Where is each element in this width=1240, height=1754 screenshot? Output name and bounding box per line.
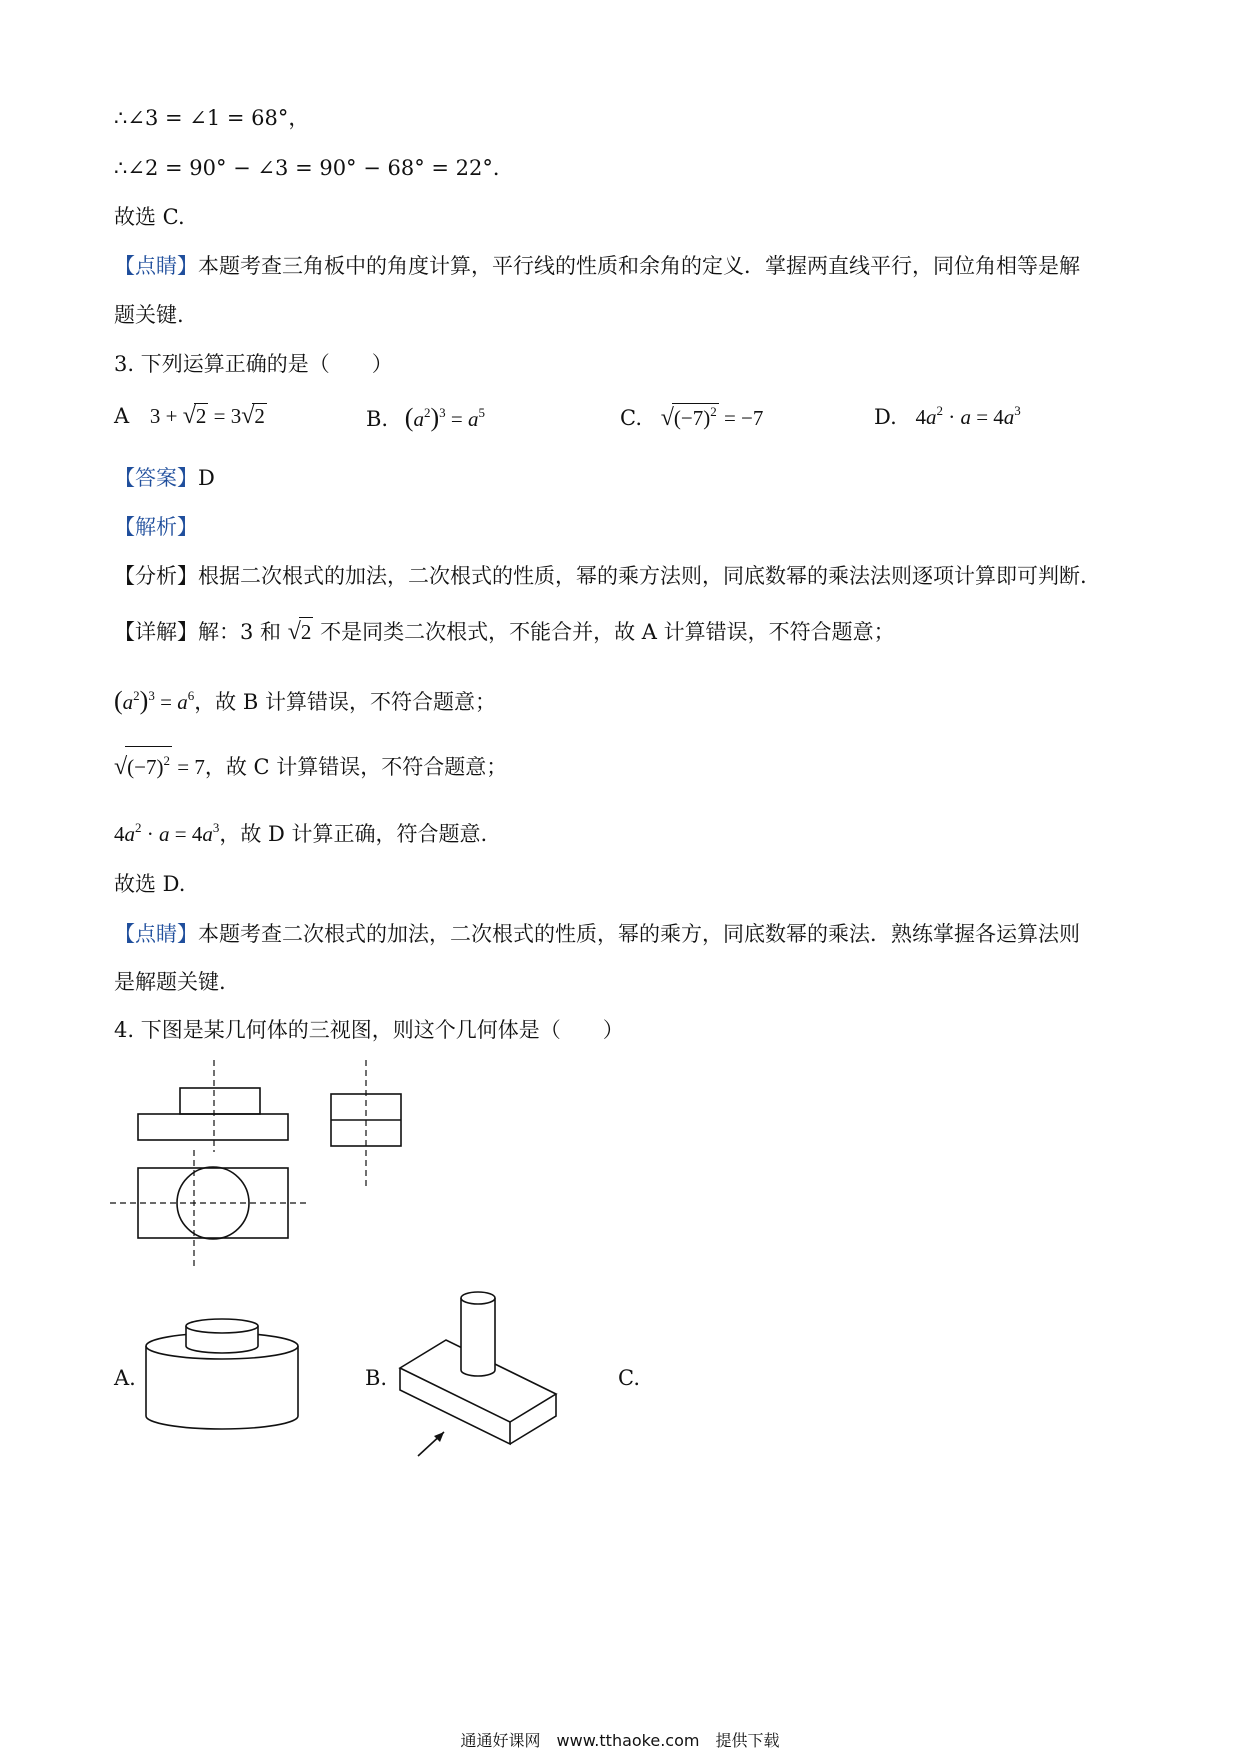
fenxi-line xyxy=(114,562,1087,590)
front-view-diagram xyxy=(130,1060,310,1150)
c-line xyxy=(114,746,507,781)
xiangjie-text-a: 解：3 和 xyxy=(198,620,282,644)
fenxi-tag: 【分析】 xyxy=(114,564,198,588)
page-footer: 通通好课网 www.tthaoke.com 提供下载 xyxy=(460,1731,780,1750)
line-choose-c: 故选 C. xyxy=(114,205,185,229)
q3-option-a-label: A xyxy=(114,404,130,428)
q3-option-d-expr: $4a^2 \cdot a = 4a^3$ xyxy=(915,403,1021,429)
line-angle3: ∴∠3 = ∠1 = 68°， xyxy=(114,106,310,130)
xiangjie-sqrt2: √2 xyxy=(287,619,312,645)
q3-option-b xyxy=(366,403,485,433)
choose-d-line: 故选 D. xyxy=(114,872,186,896)
side-view-diagram xyxy=(325,1060,405,1190)
answer-tag: 【答案】 xyxy=(114,466,198,490)
answer-line xyxy=(114,464,215,492)
q4-option-a-figure xyxy=(140,1320,310,1440)
q4-option-b-label: B. xyxy=(365,1366,388,1390)
line-angle2: ∴∠2 = 90° − ∠3 = 90° − 68° = 22°． xyxy=(114,156,514,180)
b-expr: $(a^2)^3 = a^6$ xyxy=(114,686,195,715)
c-expr: $√(-7)^2 = 7$ xyxy=(114,755,205,779)
dianjing2-text: 本题考查二次根式的加法，二次根式的性质，幂的乘方，同底数幂的乘法．熟练掌握各运算法则 xyxy=(198,922,1080,946)
b-line xyxy=(114,682,496,716)
dianjing2-line xyxy=(114,920,1080,948)
q3-option-d-label: D. xyxy=(874,405,897,429)
question-4: 4. 下图是某几何体的三视图，则这个几何体是（ ） xyxy=(114,1018,624,1042)
answer-value: D xyxy=(198,466,215,490)
q3-option-c xyxy=(620,403,763,432)
analysis-tag: 【解析】 xyxy=(114,515,198,539)
q3-option-d xyxy=(874,403,1021,430)
top-view-diagram xyxy=(110,1150,315,1270)
question-3: 3. 下列运算正确的是（ ） xyxy=(114,352,393,376)
q3-option-c-label: C. xyxy=(620,406,642,430)
xiangjie-tag: 【详解】 xyxy=(114,620,198,644)
q3-option-b-label: B. xyxy=(366,407,389,431)
q3-option-a-expr: 3 + √2 = 3√2 xyxy=(149,403,265,429)
q3-options xyxy=(114,403,1114,439)
fenxi-text: 根据二次根式的加法，二次根式的性质，幂的乘方法则，同底数幂的乘法法则逐项计算即可判断. xyxy=(198,564,1087,588)
dianjing-text: 本题考查三角板中的角度计算，平行线的性质和余角的定义．掌握两直线平行，同位角相等是解 xyxy=(198,254,1080,278)
line-dianjing-1 xyxy=(114,252,1080,280)
q4-option-c-label: C. xyxy=(618,1366,640,1390)
q3-option-c-expr: $√(-7)^2 = -7$ xyxy=(660,404,764,431)
q3-option-b-expr: $(a^2)^3 = a^5$ xyxy=(404,403,485,432)
q3-option-a xyxy=(114,403,267,430)
dianjing-tag: 【点睛】 xyxy=(114,254,198,278)
xiangjie-text-b: 不是同类二次根式，不能合并，故 A 计算错误，不符合题意； xyxy=(320,620,895,644)
q4-option-b-figure xyxy=(396,1290,566,1470)
b-text: ，故 B 计算错误，不符合题意； xyxy=(194,690,496,714)
d-text: ，故 D 计算正确，符合题意. xyxy=(219,822,488,846)
dianjing2-line-b: 是解题关键. xyxy=(114,970,226,994)
d-expr: $4a^2 \cdot a = 4a^3$ xyxy=(114,820,220,846)
d-line xyxy=(114,814,487,848)
dianjing2-tag: 【点睛】 xyxy=(114,922,198,946)
q4-option-a-label: A. xyxy=(114,1366,136,1390)
c-text: ，故 C 计算错误，不符合题意； xyxy=(204,755,508,779)
line-dianjing-2: 题关键. xyxy=(114,303,184,327)
xiangjie-line xyxy=(114,617,895,646)
